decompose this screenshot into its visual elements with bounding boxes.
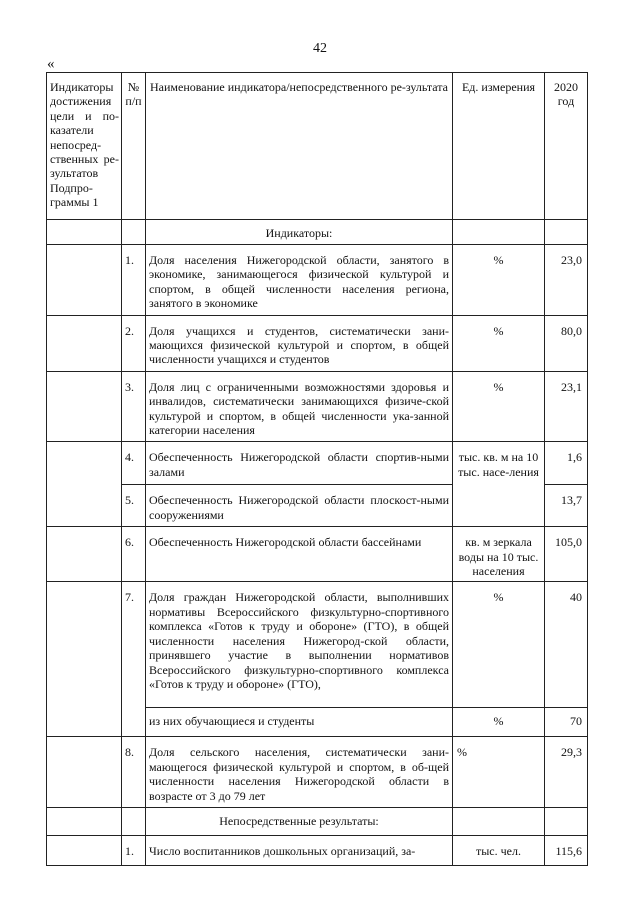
row-name: Доля лиц с ограниченными возможностями здоровья и инвалидов, систематически занимающихся физиче-ской культурой и спортом, в общей численности ука-занной категории населения — [146, 371, 453, 442]
row-unit: % — [453, 371, 545, 442]
row-value: 70 — [545, 708, 588, 737]
row-number: 1. — [122, 245, 146, 316]
row-unit: % — [453, 737, 545, 808]
table-row — [47, 527, 588, 582]
row-number: 3. — [122, 371, 146, 442]
row-unit: тыс. чел. — [453, 836, 545, 866]
row-name: Доля сельского населения, систематически зани-мающегося физической культурой и спортом, в об-щей численности населения Нижегородской области в возрасте от 3 до 79 лет — [146, 737, 453, 808]
table-row — [47, 442, 588, 485]
header-unit-col: Ед. измерения — [453, 73, 545, 220]
row-number: 4. — [122, 442, 146, 485]
row-value: 13,7 — [545, 485, 588, 527]
open-quote: « — [47, 56, 55, 72]
row-value: 105,0 — [545, 527, 588, 582]
table-header-row — [47, 73, 588, 220]
header-year-col: 2020 год — [545, 73, 588, 220]
table-row — [47, 245, 588, 316]
row-number: 1. — [122, 836, 146, 866]
row-unit: % — [453, 245, 545, 316]
row-unit: % — [453, 708, 545, 737]
row-name: Обеспеченность Нижегородской области плоскост-ными сооружениями — [146, 485, 453, 527]
table-row — [47, 836, 588, 866]
row-name: Обеспеченность Нижегородской области спортив-ными залами — [146, 442, 453, 485]
table-row — [47, 315, 588, 371]
row-number: 2. — [122, 315, 146, 371]
row-unit: тыс. кв. м на 10 тыс. насе-ления — [453, 442, 545, 527]
section-row-indicators — [47, 220, 588, 245]
indicators-table — [46, 72, 588, 866]
row-number: 8. — [122, 737, 146, 808]
row-unit: кв. м зеркала воды на 10 тыс. населения — [453, 527, 545, 582]
row-name: Число воспитанников дошкольных организаций, за- — [146, 836, 453, 866]
header-indicators-col: Индикаторы достижения цели и по-казатели непосред-ственных ре-зультатов Подпро-граммы 1 — [47, 73, 122, 220]
row-value: 115,6 — [545, 836, 588, 866]
header-name-col: Наименование индикатора/непосредственного ре-зультата — [146, 73, 453, 220]
row-number: 6. — [122, 527, 146, 582]
table-row — [47, 737, 588, 808]
row-name: Доля населения Нижегородской области, занятого в экономике, занимающегося физической культурой и спортом, в общей численности населения региона, занятого в экономике — [146, 245, 453, 316]
table-row — [47, 582, 588, 708]
row-unit: % — [453, 582, 545, 708]
section-title: Непосредственные результаты: — [146, 808, 453, 836]
row-number: 5. — [122, 485, 146, 527]
row-value: 80,0 — [545, 315, 588, 371]
table-row — [47, 371, 588, 442]
header-number-col: № п/п — [122, 73, 146, 220]
row-name: Доля учащихся и студентов, систематически зани-мающихся физической культурой и спортом, в общей численности учащихся и студентов — [146, 315, 453, 371]
table-row — [47, 708, 588, 737]
row-value: 23,0 — [545, 245, 588, 316]
section-title: Индикаторы: — [146, 220, 453, 245]
row-value: 23,1 — [545, 371, 588, 442]
page-number: 42 — [313, 41, 327, 56]
row-number — [122, 708, 146, 737]
row-value: 1,6 — [545, 442, 588, 485]
row-value: 40 — [545, 582, 588, 708]
row-unit: % — [453, 315, 545, 371]
section-row-results — [47, 808, 588, 836]
row-name: Обеспеченность Нижегородской области бассейнами — [146, 527, 453, 582]
row-value: 29,3 — [545, 737, 588, 808]
row-number: 7. — [122, 582, 146, 708]
row-name: из них обучающиеся и студенты — [146, 708, 453, 737]
row-name: Доля граждан Нижегородской области, выполнивших нормативы Всероссийского физкультурно-спортивного комплекса «Готов к труду и обороне» (ГТО), в общей численности населения Нижегород-ской области, принявшего участие в выполнении нормативов Всероссийского физкультурно-спортивного комплекса «Готов к труду и обороне» (ГТО), — [146, 582, 453, 708]
